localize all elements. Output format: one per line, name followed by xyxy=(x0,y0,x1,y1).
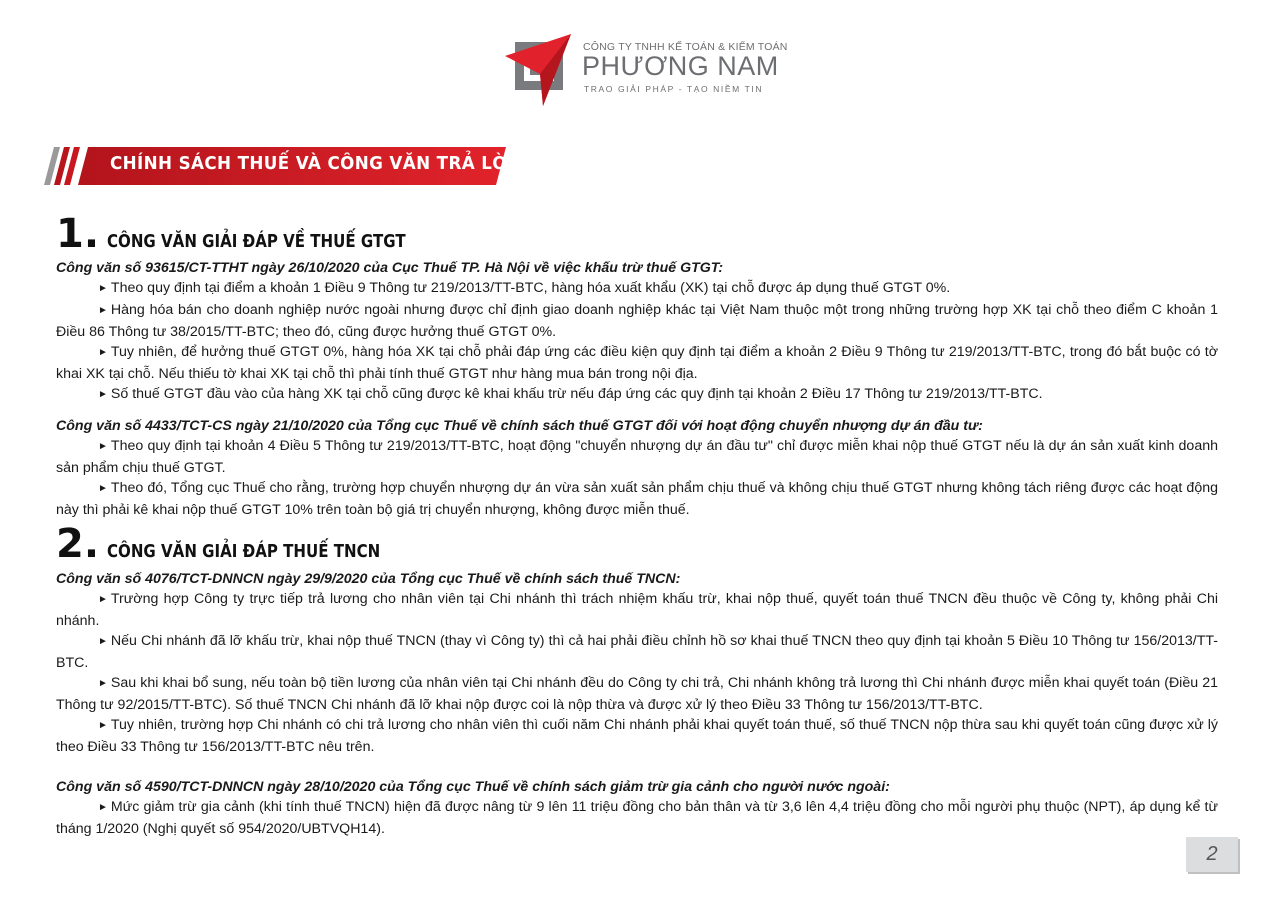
triangle-right-icon: ► xyxy=(98,636,108,647)
list-item: ► Theo quy định tại điểm a khoản 1 Điều 9 Thông tư 219/2013/TT-BTC, hàng hóa xuất khẩu (XK) tại chỗ được áp dụng thuế GTGT 0%. xyxy=(98,280,951,296)
triangle-right-icon: ► xyxy=(98,283,108,294)
doc-title: Công văn số 93615/CT-TTHT ngày 26/10/2020 của Cục Thuế TP. Hà Nội về việc khấu trừ thuế GTGT: xyxy=(56,260,724,276)
logo-brand-name: PHƯƠNG NAM xyxy=(582,51,779,81)
doc-title: Công văn số 4433/TCT-CS ngày 21/10/2020 của Tổng cục Thuế về chính sách thuế GTGT đối với hoạt động chuyển nhượng dự án đầu tư: xyxy=(56,418,983,434)
triangle-right-icon: ► xyxy=(98,305,108,316)
list-item: ► Theo đó, Tổng cục Thuế cho rằng, trường hợp chuyển nhượng dự án vừa sản xuất sản phẩm chịu thuế và không chịu thuế GTGT nhưng không tách riêng được các hoạt động này thì phải kê khai nộp thuế GTGT 10% trên toàn bộ giá trị chuyển nhượng, không được miễn thuế. xyxy=(56,480,1218,518)
triangle-right-icon: ► xyxy=(98,389,108,400)
list-item: ► Tuy nhiên, để hưởng thuế GTGT 0%, hàng hóa XK tại chỗ phải đáp ứng các điều kiện quy định tại điểm a khoản 2 Điều 9 Thông tư 219/2013/TT-BTC, trong đó bắt buộc có tờ khai XK tại chỗ. Nếu thiếu tờ khai XK tại chỗ thì phải tính thuế GTGT như hàng mua bán trong nội địa. xyxy=(56,344,1218,382)
triangle-right-icon: ► xyxy=(98,594,108,605)
logo-tagline: TRAO GIẢI PHÁP - TẠO NIỀM TIN xyxy=(584,84,764,94)
list-item: ► Tuy nhiên, trường hợp Chi nhánh có chi trả lương cho nhân viên thì cuối năm Chi nhánh phải khai quyết toán thuế, số thuế TNCN nộp thừa sau khi quyết toán cũng được xử lý theo Điều 33 Thông tư 156/2013/TT-BTC nêu trên. xyxy=(56,717,1218,755)
list-item: ► Mức giảm trừ gia cảnh (khi tính thuế TNCN) hiện đã được nâng từ 9 lên 11 triệu đồng cho bản thân và từ 3,6 lên 4,4 triệu đồng cho mỗi người phụ thuộc (NPT), áp dụng kể từ tháng 1/2020 (Nghị quyết số 954/2020/UBTVQH14). xyxy=(56,799,1218,837)
triangle-right-icon: ► xyxy=(98,347,108,358)
section-1-heading xyxy=(56,211,455,257)
banner-title: CHÍNH SÁCH THUẾ VÀ CÔNG VĂN TRẢ LỜI xyxy=(110,153,514,174)
list-item: ► Trường hợp Công ty trực tiếp trả lương cho nhân viên tại Chi nhánh thì trách nhiệm khấu trừ, khai nộp thuế, quyết toán thuế TNCN đều thuộc về Công ty, không phải Chi nhánh. xyxy=(56,591,1218,629)
section-1-content xyxy=(56,258,1218,520)
doc-title: Công văn số 4076/TCT-DNNCN ngày 29/9/2020 của Tổng cục Thuế về chính sách thuế TNCN: xyxy=(56,571,681,587)
doc-title: Công văn số 4590/TCT-DNNCN ngày 28/10/2020 của Tổng cục Thuế về chính sách giảm trừ gia cảnh cho người nước ngoài: xyxy=(56,779,890,795)
triangle-right-icon: ► xyxy=(98,720,108,731)
list-item: ► Sau khi khai bổ sung, nếu toàn bộ tiền lương của nhân viên tại Chi nhánh đều do Công ty chi trả, Chi nhánh không trả lương thì Chi nhánh được miễn khai quyết toán (Điều 21 Thông tư 92/2015/TT-BTC). Số thuế TNCN Chi nhánh đã lỡ khai nộp được coi là nộp thừa và được xử lý theo Điều 33 Thông tư 156/2013/TT-BTC. xyxy=(56,675,1218,713)
triangle-right-icon: ► xyxy=(98,483,108,494)
triangle-right-icon: ► xyxy=(98,441,108,452)
section-1-title: CÔNG VĂN GIẢI ĐÁP VỀ THUẾ GTGT xyxy=(107,232,407,252)
list-item: ► Hàng hóa bán cho doanh nghiệp nước ngoài nhưng được chỉ định giao doanh nghiệp khác tại Việt Nam thuộc một trong những trường hợp XK tại chỗ theo điểm C khoản 1 Điều 86 Thông tư 38/2015/TT-BTC; theo đó, cũng được hưởng thuế GTGT 0%. xyxy=(56,302,1218,340)
section-banner xyxy=(44,145,514,187)
list-item: ► Theo quy định tại khoản 4 Điều 5 Thông tư 219/2013/TT-BTC, hoạt động "chuyển nhượng dự án đầu tư" chỉ được miễn khai nộp thuế GTGT nếu là dự án sản xuất kinh doanh sản phẩm chịu thuế GTGT. xyxy=(56,438,1218,476)
logo-company-line: CÔNG TY TNHH KẾ TOÁN & KIỂM TOÁN xyxy=(583,41,788,53)
section-2-heading xyxy=(56,521,425,567)
section-2-number: 2. xyxy=(56,521,100,567)
triangle-right-icon: ► xyxy=(98,802,108,813)
page-number: 2 xyxy=(1186,837,1238,872)
list-item: ► Nếu Chi nhánh đã lỡ khấu trừ, khai nộp thuế TNCN (thay vì Công ty) thì cả hai phải điều chỉnh hồ sơ khai thuế TNCN theo quy định tại khoản 5 Điều 10 Thông tư 156/2013/TT-BTC. xyxy=(56,633,1218,671)
company-logo xyxy=(505,34,788,106)
logo-mark-icon xyxy=(505,34,575,106)
triangle-right-icon: ► xyxy=(98,678,108,689)
section-1-number: 1. xyxy=(56,211,100,257)
list-item: ► Số thuế GTGT đầu vào của hàng XK tại chỗ cũng được kê khai khấu trừ nếu đáp ứng các quy định tại khoản 2 Điều 17 Thông tư 219/2013/TT-BTC. xyxy=(98,386,1043,402)
section-2-content xyxy=(56,569,1218,839)
section-2-title: CÔNG VĂN GIẢI ĐÁP THUẾ TNCN xyxy=(107,542,381,562)
